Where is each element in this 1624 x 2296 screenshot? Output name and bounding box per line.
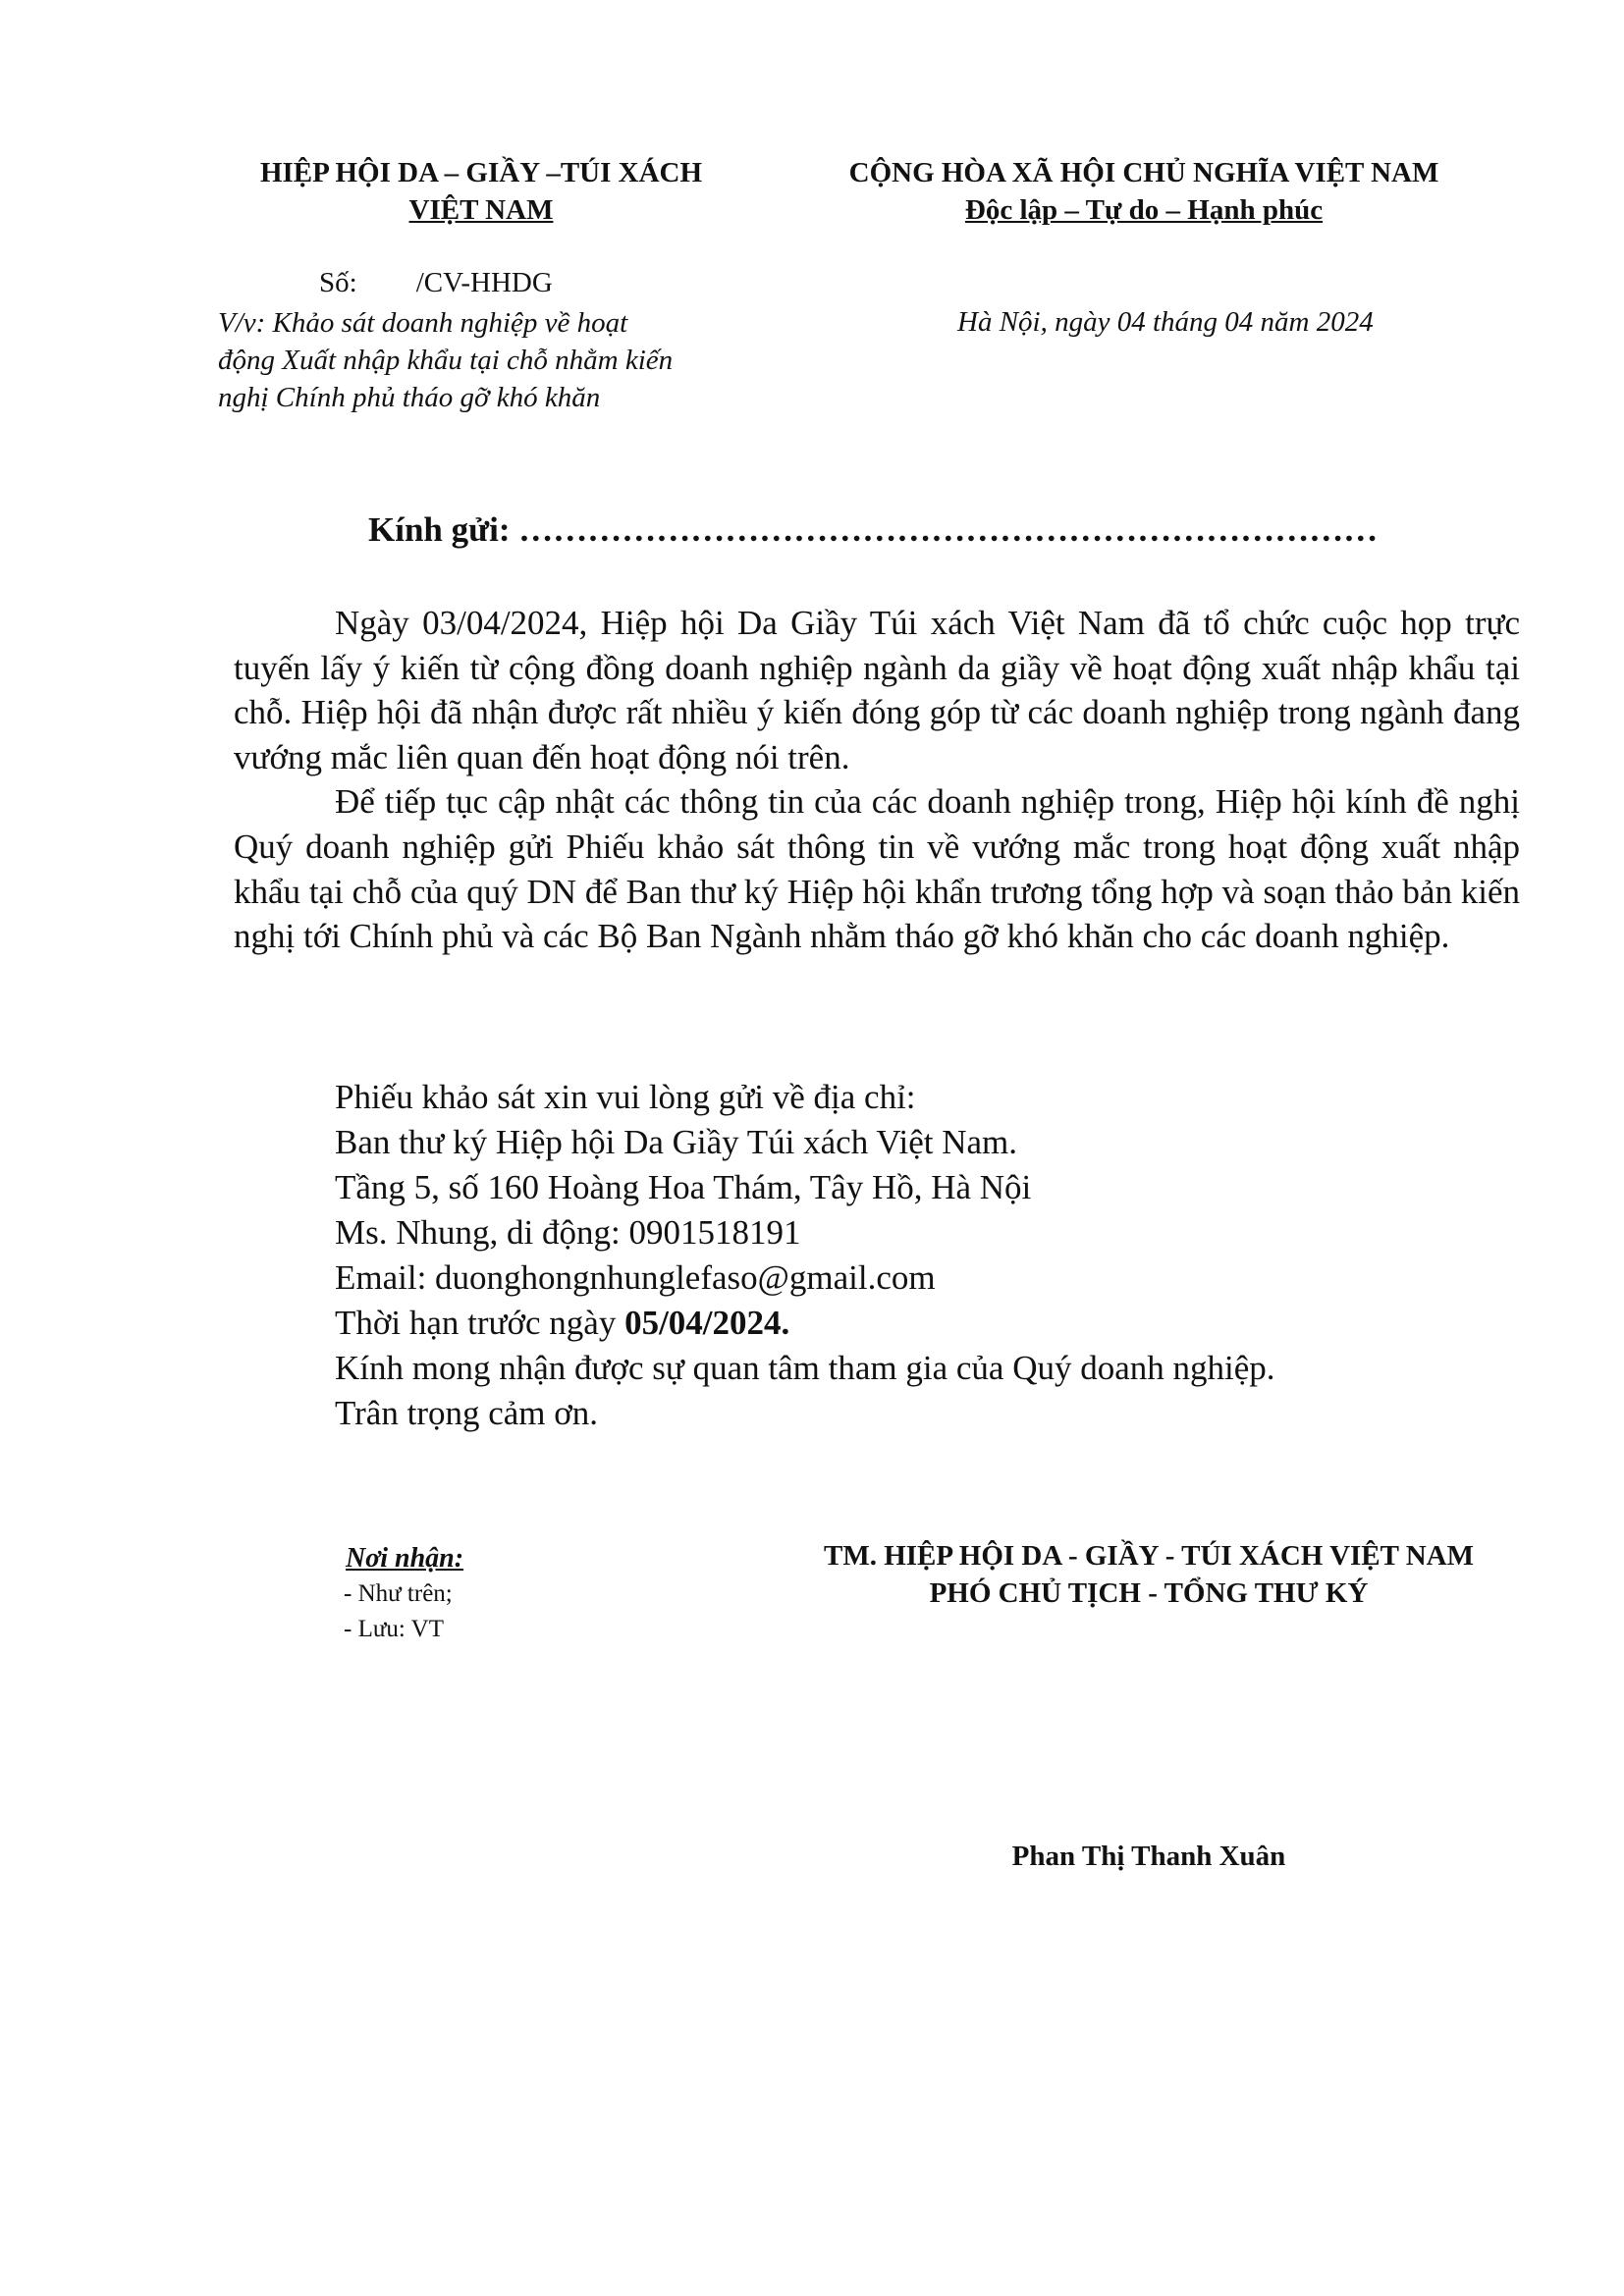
organization-name: HIỆP HỘI DA – GIẦY –TÚI XÁCH: [259, 157, 703, 188]
signature-org: TM. HIỆP HỘI DA - GIẦY - TÚI XÁCH VIỆT NAM: [824, 1540, 1474, 1572]
subject-line: nghị Chính phủ tháo gỡ khó khăn: [218, 382, 601, 413]
deadline-label: Thời hạn trước ngày: [335, 1304, 625, 1342]
contact-email: Email: duonghongnhunglefaso@gmail.com: [335, 1258, 936, 1297]
subject-line: động Xuất nhập khẩu tại chỗ nhằm kiến: [218, 345, 674, 376]
letter-body: [234, 601, 1520, 959]
organization-country: VIỆT NAM: [408, 194, 554, 226]
contact-phone: Ms. Nhung, di động: 0901518191: [335, 1213, 801, 1252]
contact-thanks: Trân trọng cảm ơn.: [335, 1394, 599, 1432]
recipient-item: - Như trên;: [344, 1580, 453, 1607]
subject-line: V/v: Khảo sát doanh nghiệp về hoạt: [218, 307, 628, 339]
signature-position: PHÓ CHỦ TỊCH - TỔNG THƯ KÝ: [929, 1577, 1369, 1609]
national-title: CỘNG HÒA XÃ HỘI CHỦ NGHĨA VIỆT NAM: [848, 157, 1439, 188]
signer-name: Phan Thị Thanh Xuân: [1011, 1841, 1286, 1872]
recipients-title: Nơi nhận:: [346, 1543, 464, 1574]
national-header: [776, 154, 1512, 229]
contact-organization: Ban thư ký Hiệp hội Da Giầy Túi xách Việt Nam.: [335, 1123, 1018, 1161]
deadline-date: 05/04/2024.: [624, 1304, 790, 1342]
document-subject: [218, 304, 768, 416]
document-date: Hà Nội, ngày 04 tháng 04 năm 2024: [957, 306, 1374, 338]
document-number: [319, 267, 553, 299]
contact-address: Tầng 5, số 160 Hoàng Hoa Thám, Tây Hồ, Hà Nội: [335, 1168, 1032, 1206]
contact-info: [335, 1075, 1275, 1436]
salutation: Kính gửi: …………………………………………………………………: [368, 510, 1379, 549]
signature-block: [707, 1537, 1591, 1612]
body-paragraph: Ngày 03/04/2024, Hiệp hội Da Giầy Túi xách Việt Nam đã tổ chức cuộc họp trực tuyến lấy ý kiến từ cộng đồng doanh nghiệp ngành da giầy về hoạt động xuất nhập khẩu tại chỗ. Hiệp hội đã nhận được rất nhiều ý kiến đóng góp từ các doanh nghiệp trong ngành đang vướng mắc liên quan đến hoạt động nói trên.: [234, 604, 1520, 776]
contact-closing: Kính mong nhận được sự quan tâm tham gia của Quý doanh nghiệp.: [335, 1349, 1275, 1387]
contact-intro: Phiếu khảo sát xin vui lòng gửi về địa chỉ:: [335, 1078, 916, 1116]
recipients-block: [344, 1541, 463, 1647]
contact-deadline: [335, 1301, 1275, 1346]
body-paragraph: Để tiếp tục cập nhật các thông tin của các doanh nghiệp trong, Hiệp hội kính đề nghị Quý doanh nghiệp gửi Phiếu khảo sát thông tin về vướng mắc trong hoạt động xuất nhập khẩu tại chỗ của quý DN để Ban thư ký Hiệp hội khẩn trương tổng hợp và soạn thảo bản kiến nghị tới Chính phủ và các Bộ Ban Ngành nhằm tháo gỡ khó khăn cho các doanh nghiệp.: [234, 782, 1520, 956]
organization-header: [206, 154, 756, 229]
number-suffix: /CV-HHDG: [415, 267, 553, 298]
number-label: Số:: [319, 267, 357, 298]
recipient-item: - Lưu: VT: [344, 1616, 444, 1642]
national-motto: Độc lập – Tự do – Hạnh phúc: [964, 194, 1324, 226]
